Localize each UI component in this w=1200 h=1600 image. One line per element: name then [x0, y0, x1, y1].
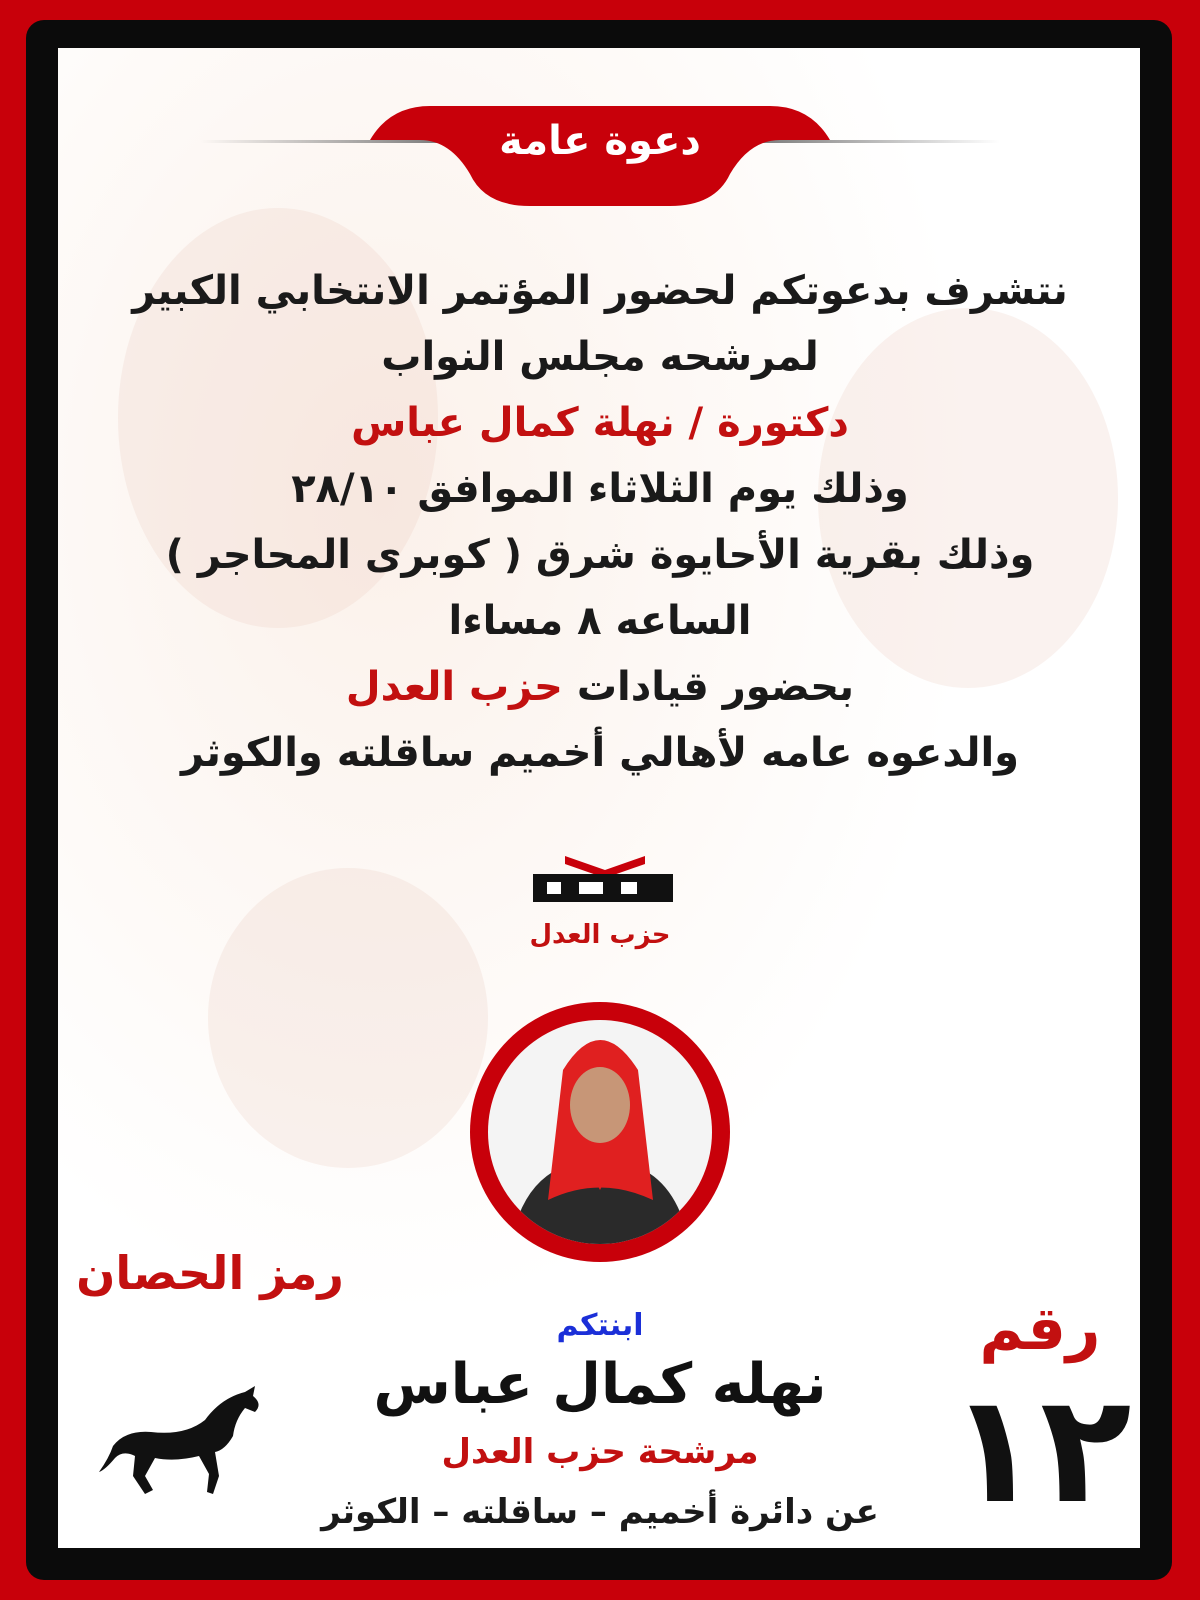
header-title: دعوة عامة: [499, 118, 701, 164]
party-logo: [525, 848, 685, 908]
invitation-line-8: والدعوه عامه لأهالي أخميم ساقلته والكوثر: [180, 730, 1020, 776]
candidate-role: مرشحة حزب العدل: [441, 1432, 759, 1472]
invitation-line-2: لمرشحه مجلس النواب: [381, 334, 819, 380]
symbol-label: رمز الحصان: [76, 1246, 344, 1300]
invitation-line-3: دكتورة / نهلة كمال عباس: [351, 400, 849, 446]
number-label: رقم: [979, 1294, 1101, 1364]
number-value: ١٢: [948, 1363, 1132, 1537]
invitation-line-5: وذلك بقرية الأحايوة شرق ( كوبرى المحاجر ): [165, 532, 1035, 578]
invitation-line-7: [0, 664, 1200, 710]
horse-icon: [95, 1380, 265, 1500]
candidate-caption: ابنتكم: [556, 1308, 644, 1343]
candidate-name: نهله كمال عباس: [373, 1352, 827, 1417]
invitation-line-7-prefix: بحضور قيادات: [576, 664, 855, 710]
invitation-line-6: الساعه ٨ مساءا: [448, 598, 752, 644]
candidate-portrait: [468, 1000, 732, 1264]
party-name: حزب العدل: [529, 920, 671, 950]
invitation-line-4: وذلك يوم الثلاثاء الموافق ٢٨/١٠: [291, 466, 909, 512]
invitation-line-7-party: حزب العدل: [345, 664, 563, 710]
background-watermark: [208, 868, 488, 1168]
invitation-line-1: نتشرف بدعوتكم لحضور المؤتمر الانتخابي الكبير: [132, 268, 1068, 314]
candidate-district: عن دائرة أخميم – ساقلته – الكوثر: [321, 1492, 879, 1532]
